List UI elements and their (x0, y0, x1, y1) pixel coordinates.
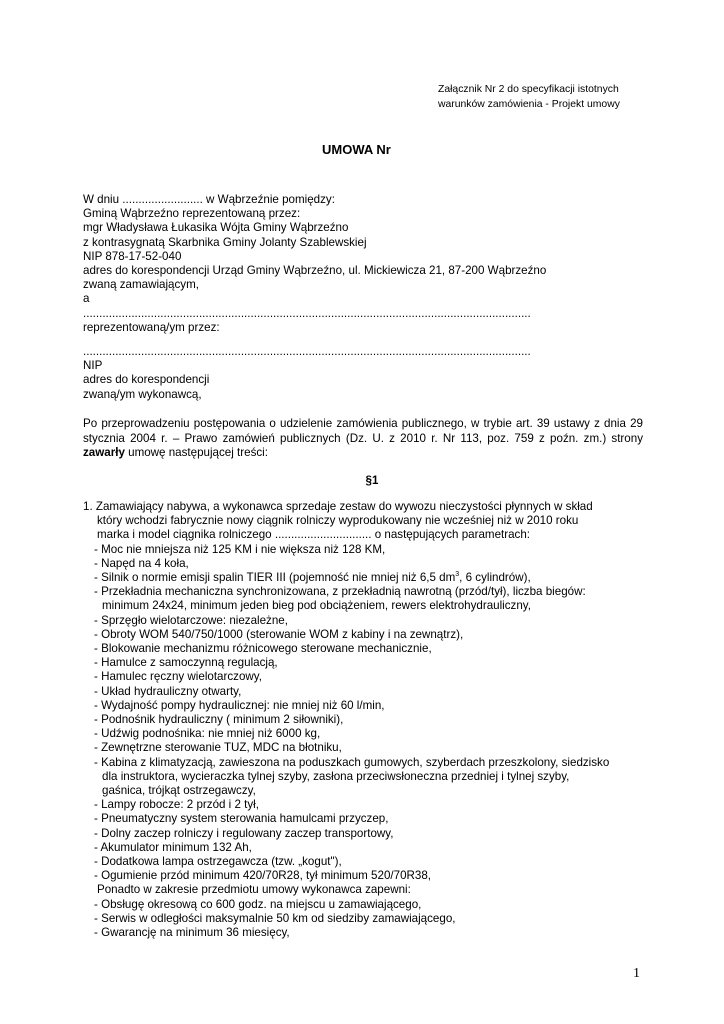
annex-line: Załącznik Nr 2 do specyfikacji istotnych (438, 84, 619, 95)
list-item-continuation: dla instruktora, wycieraczka tylnej szyby, zasłona przeciwsłoneczna przedniej i tylnej szyby, (102, 769, 570, 783)
list-item: - Przekładnia mechaniczna synchronizowana, z przekładnią nawrotną (przód/tył), liczba biegów: (94, 585, 586, 599)
preamble-paragraph (83, 417, 643, 461)
text-line: mgr Władysława Łukasika Wójta Gminy Wąbrzeźno (83, 221, 349, 235)
list-item (83, 571, 643, 585)
parties-block (83, 193, 643, 402)
list-item-text: - Silnik o normie emisji spalin TIER III (pojemność nie mniej niż 6,5 dm (94, 571, 456, 585)
list-item: - Podnośnik hydrauliczny ( minimum 2 siłowniki), (94, 713, 344, 727)
dotted-fill-line: ........................................................................................................................................... (83, 306, 531, 320)
text-line: W dniu ......................... w Wąbrzeźnie pomiędzy: (83, 193, 335, 206)
contract-title: UMOWA Nr (322, 142, 391, 157)
list-item: - Moc nie mniejsza niż 125 KM i nie większa niż 128 KM, (94, 542, 386, 556)
list-item: - Hamulce z samoczynną regulacją, (94, 656, 278, 670)
annex-line: warunków zamówienia - Projekt umowy (438, 99, 620, 110)
text-line: z kontrasygnatą Skarbnika Gminy Jolanty Szablewskiej (83, 235, 367, 249)
text-line: NIP 878-17-52-040 (83, 249, 182, 263)
list-item: - Dodatkowa lampa ostrzegawcza (tzw. „kogut"), (94, 855, 342, 869)
clause-body (83, 500, 643, 940)
list-item: - Ogumienie przód minimum 420/70R28, tył minimum 520/70R38, (94, 869, 432, 883)
dotted-fill-line: ........................................................................................................................................... (83, 345, 531, 359)
list-item: - Kabina z klimatyzacją, zawieszona na poduszkach gumowych, szyberdach przeszkolony, siedzisko (94, 755, 610, 769)
list-item: - Obroty WOM 540/750/1000 (sterowanie WOM z kabiny i na zewnątrz), (94, 627, 464, 641)
list-item: - Zewnętrzne sterowanie TUZ, MDC na błotniku, (94, 741, 342, 755)
list-item: - Układ hydrauliczny otwarty, (94, 684, 242, 698)
preamble-text: umowę następującej treści: (124, 446, 268, 459)
list-item-text: , 6 cylindrów), (459, 571, 531, 585)
list-item-continuation: gaśnica, trójkąt ostrzegawczy, (102, 784, 256, 798)
list-item: - Obsługę okresową co 600 godz. na miejscu u zamawiającego, (94, 897, 422, 911)
text-line: adres do korespondencji (83, 373, 210, 387)
clause-line: 1. Zamawiający nabywa, a wykonawca sprzedaje zestaw do wywozu nieczystości płynnych w skład (83, 500, 593, 513)
text-line: zwaną zamawiającym, (83, 278, 199, 292)
list-item-continuation: minimum 24x24, minimum jeden bieg pod obciążeniem, rewers elektrohydrauliczny, (102, 599, 531, 613)
list-item: - Serwis w odległości maksymalnie 50 km od siedziby zamawiającego, (94, 911, 456, 925)
text-line: zwaną/ym wykonawcą, (83, 387, 202, 401)
list-item: - Pneumatyczny system sterowania hamulcami przyczep, (94, 812, 389, 826)
list-item: - Gwarancję na minimum 36 miesięcy, (94, 926, 290, 940)
clause-line: który wchodzi fabrycznie nowy ciągnik rolniczy wyprodukowany nie wcześniej niż w 2010 roku (97, 514, 579, 528)
annex-note (438, 82, 620, 112)
list-item: - Hamulec ręczny wielotarczowy, (94, 670, 262, 684)
preamble-text: Po przeprowadzeniu postępowania o udzielenie zamówienia publicznego, w trybie art. 39 ustawy z dnia 29 stycznia 2004 r. – Prawo zamówień publicznych (Dz. U. z 2010 r. Nr 113, poz. 759 z poźn. zm.) strony (83, 417, 643, 445)
superscript: 3 (455, 571, 460, 579)
list-item: - Blokowanie mechanizmu różnicowego sterowane mechanicznie, (94, 642, 432, 656)
preamble-bold: zawarły (83, 446, 125, 459)
list-item: - Udźwig podnośnika: nie mniej niż 6000 kg, (94, 727, 321, 741)
list-item: - Lampy robocze: 2 przód i 2 tył, (94, 798, 259, 812)
text-line: adres do korespondencji Urząd Gminy Wąbrzeźno, ul. Mickiewicza 21, 87-200 Wąbrzeźno (83, 264, 547, 278)
clause-line: Ponadto w zakresie przedmiotu umowy wykonawca zapewni: (97, 883, 411, 897)
clause-line: marka i model ciągnika rolniczego .............................. o następujących parametrach: (97, 528, 531, 542)
text-line: reprezentowaną/ym przez: (83, 320, 220, 334)
list-item: - Akumulator minimum 132 Ah, (94, 840, 252, 854)
list-item: - Wydajność pompy hydraulicznej: nie mniej niż 60 l/min, (94, 698, 385, 712)
list-item: - Sprzęgło wielotarczowe: niezależne, (94, 613, 288, 627)
text-line: a (83, 292, 90, 306)
section-mark: §1 (365, 474, 379, 487)
page-number: 1 (633, 966, 640, 981)
text-line: NIP (83, 359, 103, 373)
list-item: - Dolny zaczep rolniczy i regulowany zaczep transportowy, (94, 826, 394, 840)
list-item: - Napęd na 4 koła, (94, 556, 189, 570)
text-line: Gminą Wąbrzeźno reprezentowaną przez: (83, 207, 301, 221)
